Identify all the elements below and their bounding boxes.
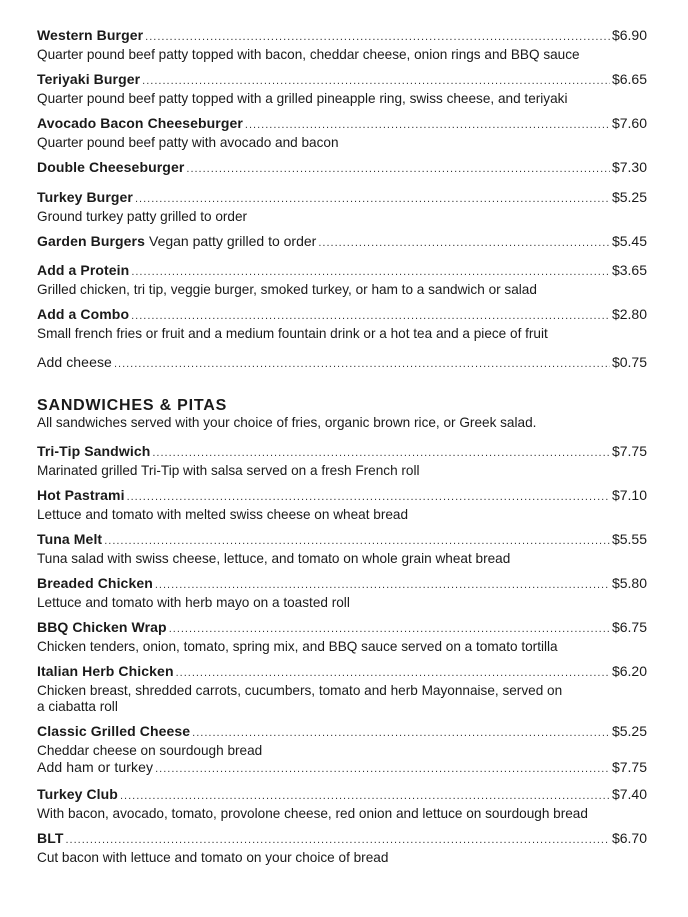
item-description: Quarter pound beef patty with avocado and bacon (37, 135, 339, 150)
dot-leader (135, 191, 610, 208)
item-description: Quarter pound beef patty topped with a grilled pineapple ring, swiss cheese, and teriyaki (37, 91, 568, 106)
item-name: BLT (37, 830, 64, 846)
item-price: $6.90 (611, 27, 647, 43)
item-price: $6.75 (611, 619, 647, 635)
addon-line (37, 759, 647, 778)
addon-label: Add ham or turkey (37, 759, 154, 775)
dot-leader (131, 308, 610, 325)
item-price: $5.25 (611, 723, 647, 739)
dot-leader (186, 161, 610, 178)
menu-item-western-burger (37, 27, 647, 63)
item-price: $5.55 (611, 531, 647, 547)
dot-leader (245, 117, 610, 134)
item-price: $6.70 (611, 830, 647, 846)
item-price: $7.30 (611, 159, 647, 175)
item-name: Add a Combo (37, 306, 130, 322)
sandwiches-section (37, 397, 647, 866)
item-price: $2.80 (611, 306, 647, 322)
item-description: Chicken tenders, onion, tomato, spring mix, and BBQ sauce served on a tomato tortilla (37, 639, 558, 654)
item-price: $6.65 (611, 71, 647, 87)
section-subtitle: All sandwiches served with your choice of fries, organic brown rice, or Greek salad. (37, 415, 537, 430)
dot-leader (155, 761, 610, 778)
menu-item-add-cheese (37, 354, 647, 373)
dot-leader (142, 73, 610, 90)
item-description: Tuna salad with swiss cheese, lettuce, and tomato on whole grain wheat bread (37, 551, 511, 566)
item-name: Add cheese (37, 354, 112, 370)
item-name: Breaded Chicken (37, 575, 153, 591)
item-price: $3.65 (611, 262, 647, 278)
item-name: Turkey Club (37, 786, 118, 802)
item-description: Chicken breast, shredded carrots, cucumbers, tomato and herb Mayonnaise, served on (37, 683, 563, 698)
dot-leader (318, 235, 610, 252)
menu-item-turkey-club (37, 786, 647, 822)
item-price: $0.75 (611, 354, 647, 370)
item-description: Ground turkey patty grilled to order (37, 209, 248, 224)
item-name: BBQ Chicken Wrap (37, 619, 167, 635)
menu-item-tri-tip-sandwich (37, 443, 647, 479)
menu-item-blt (37, 830, 647, 866)
menu-item-add-a-protein (37, 262, 647, 298)
item-price: $7.75 (611, 443, 647, 459)
dot-leader (104, 533, 610, 550)
item-price: $5.45 (611, 233, 647, 249)
dot-leader (169, 621, 610, 638)
item-description: Marinated grilled Tri-Tip with salsa served on a fresh French roll (37, 463, 420, 478)
item-description: Lettuce and tomato with herb mayo on a toasted roll (37, 595, 350, 610)
dot-leader (192, 725, 610, 742)
dot-leader (155, 577, 610, 594)
dot-leader (176, 665, 610, 682)
item-name: Classic Grilled Cheese (37, 723, 191, 739)
item-name: Tri-Tip Sandwich (37, 443, 151, 459)
addon-price: $7.75 (611, 759, 647, 775)
dot-leader (114, 356, 610, 373)
item-name: Western Burger (37, 27, 144, 43)
dot-leader (152, 445, 610, 462)
dot-leader (120, 788, 610, 805)
item-description: Cut bacon with lettuce and tomato on your choice of bread (37, 850, 389, 865)
item-description-continued: a ciabatta roll (37, 699, 118, 714)
menu-item-add-a-combo (37, 306, 647, 342)
menu-item-garden-burgers (37, 233, 647, 252)
item-description: Grilled chicken, tri tip, veggie burger, smoked turkey, or ham to a sandwich or salad (37, 282, 537, 297)
menu-item-italian-herb-chicken (37, 663, 647, 715)
menu-item-avocado-bacon-cheeseburger (37, 115, 647, 151)
item-name: Italian Herb Chicken (37, 663, 174, 679)
item-description: Quarter pound beef patty topped with bacon, cheddar cheese, onion rings and BBQ sauce (37, 47, 580, 62)
dot-leader (131, 264, 610, 281)
menu-item-double-cheeseburger (37, 159, 647, 178)
dot-leader (127, 489, 610, 506)
item-price: $7.40 (611, 786, 647, 802)
item-price: $7.60 (611, 115, 647, 131)
item-price: $5.80 (611, 575, 647, 591)
menu-item-classic-grilled-cheese (37, 723, 647, 778)
menu-item-breaded-chicken (37, 575, 647, 611)
section-title: SANDWICHES & PITAS (37, 397, 228, 414)
dot-leader (65, 832, 609, 849)
burgers-section (37, 27, 647, 373)
item-price: $6.20 (611, 663, 647, 679)
item-name: Hot Pastrami (37, 487, 125, 503)
item-inline-description: Vegan patty grilled to order (149, 233, 317, 249)
menu-item-tuna-melt (37, 531, 647, 567)
menu-item-bbq-chicken-wrap (37, 619, 647, 655)
item-name: Tuna Melt (37, 531, 103, 547)
item-description: Cheddar cheese on sourdough bread (37, 743, 263, 758)
item-name: Avocado Bacon Cheeseburger (37, 115, 243, 131)
item-price: $7.10 (611, 487, 647, 503)
item-name: Add a Protein (37, 262, 130, 278)
item-description: Small french fries or fruit and a medium fountain drink or a hot tea and a piece of fruit (37, 326, 548, 341)
item-name: Double Cheeseburger (37, 159, 185, 175)
dot-leader (145, 29, 610, 46)
menu-item-teriyaki-burger (37, 71, 647, 107)
item-name: Teriyaki Burger (37, 71, 141, 87)
item-description: Lettuce and tomato with melted swiss cheese on wheat bread (37, 507, 409, 522)
item-name: Garden Burgers (37, 233, 145, 249)
menu-item-hot-pastrami (37, 487, 647, 523)
item-description: With bacon, avocado, tomato, provolone cheese, red onion and lettuce on sourdough bread (37, 806, 588, 821)
item-price: $5.25 (611, 189, 647, 205)
menu-item-turkey-burger (37, 189, 647, 225)
item-name: Turkey Burger (37, 189, 133, 205)
